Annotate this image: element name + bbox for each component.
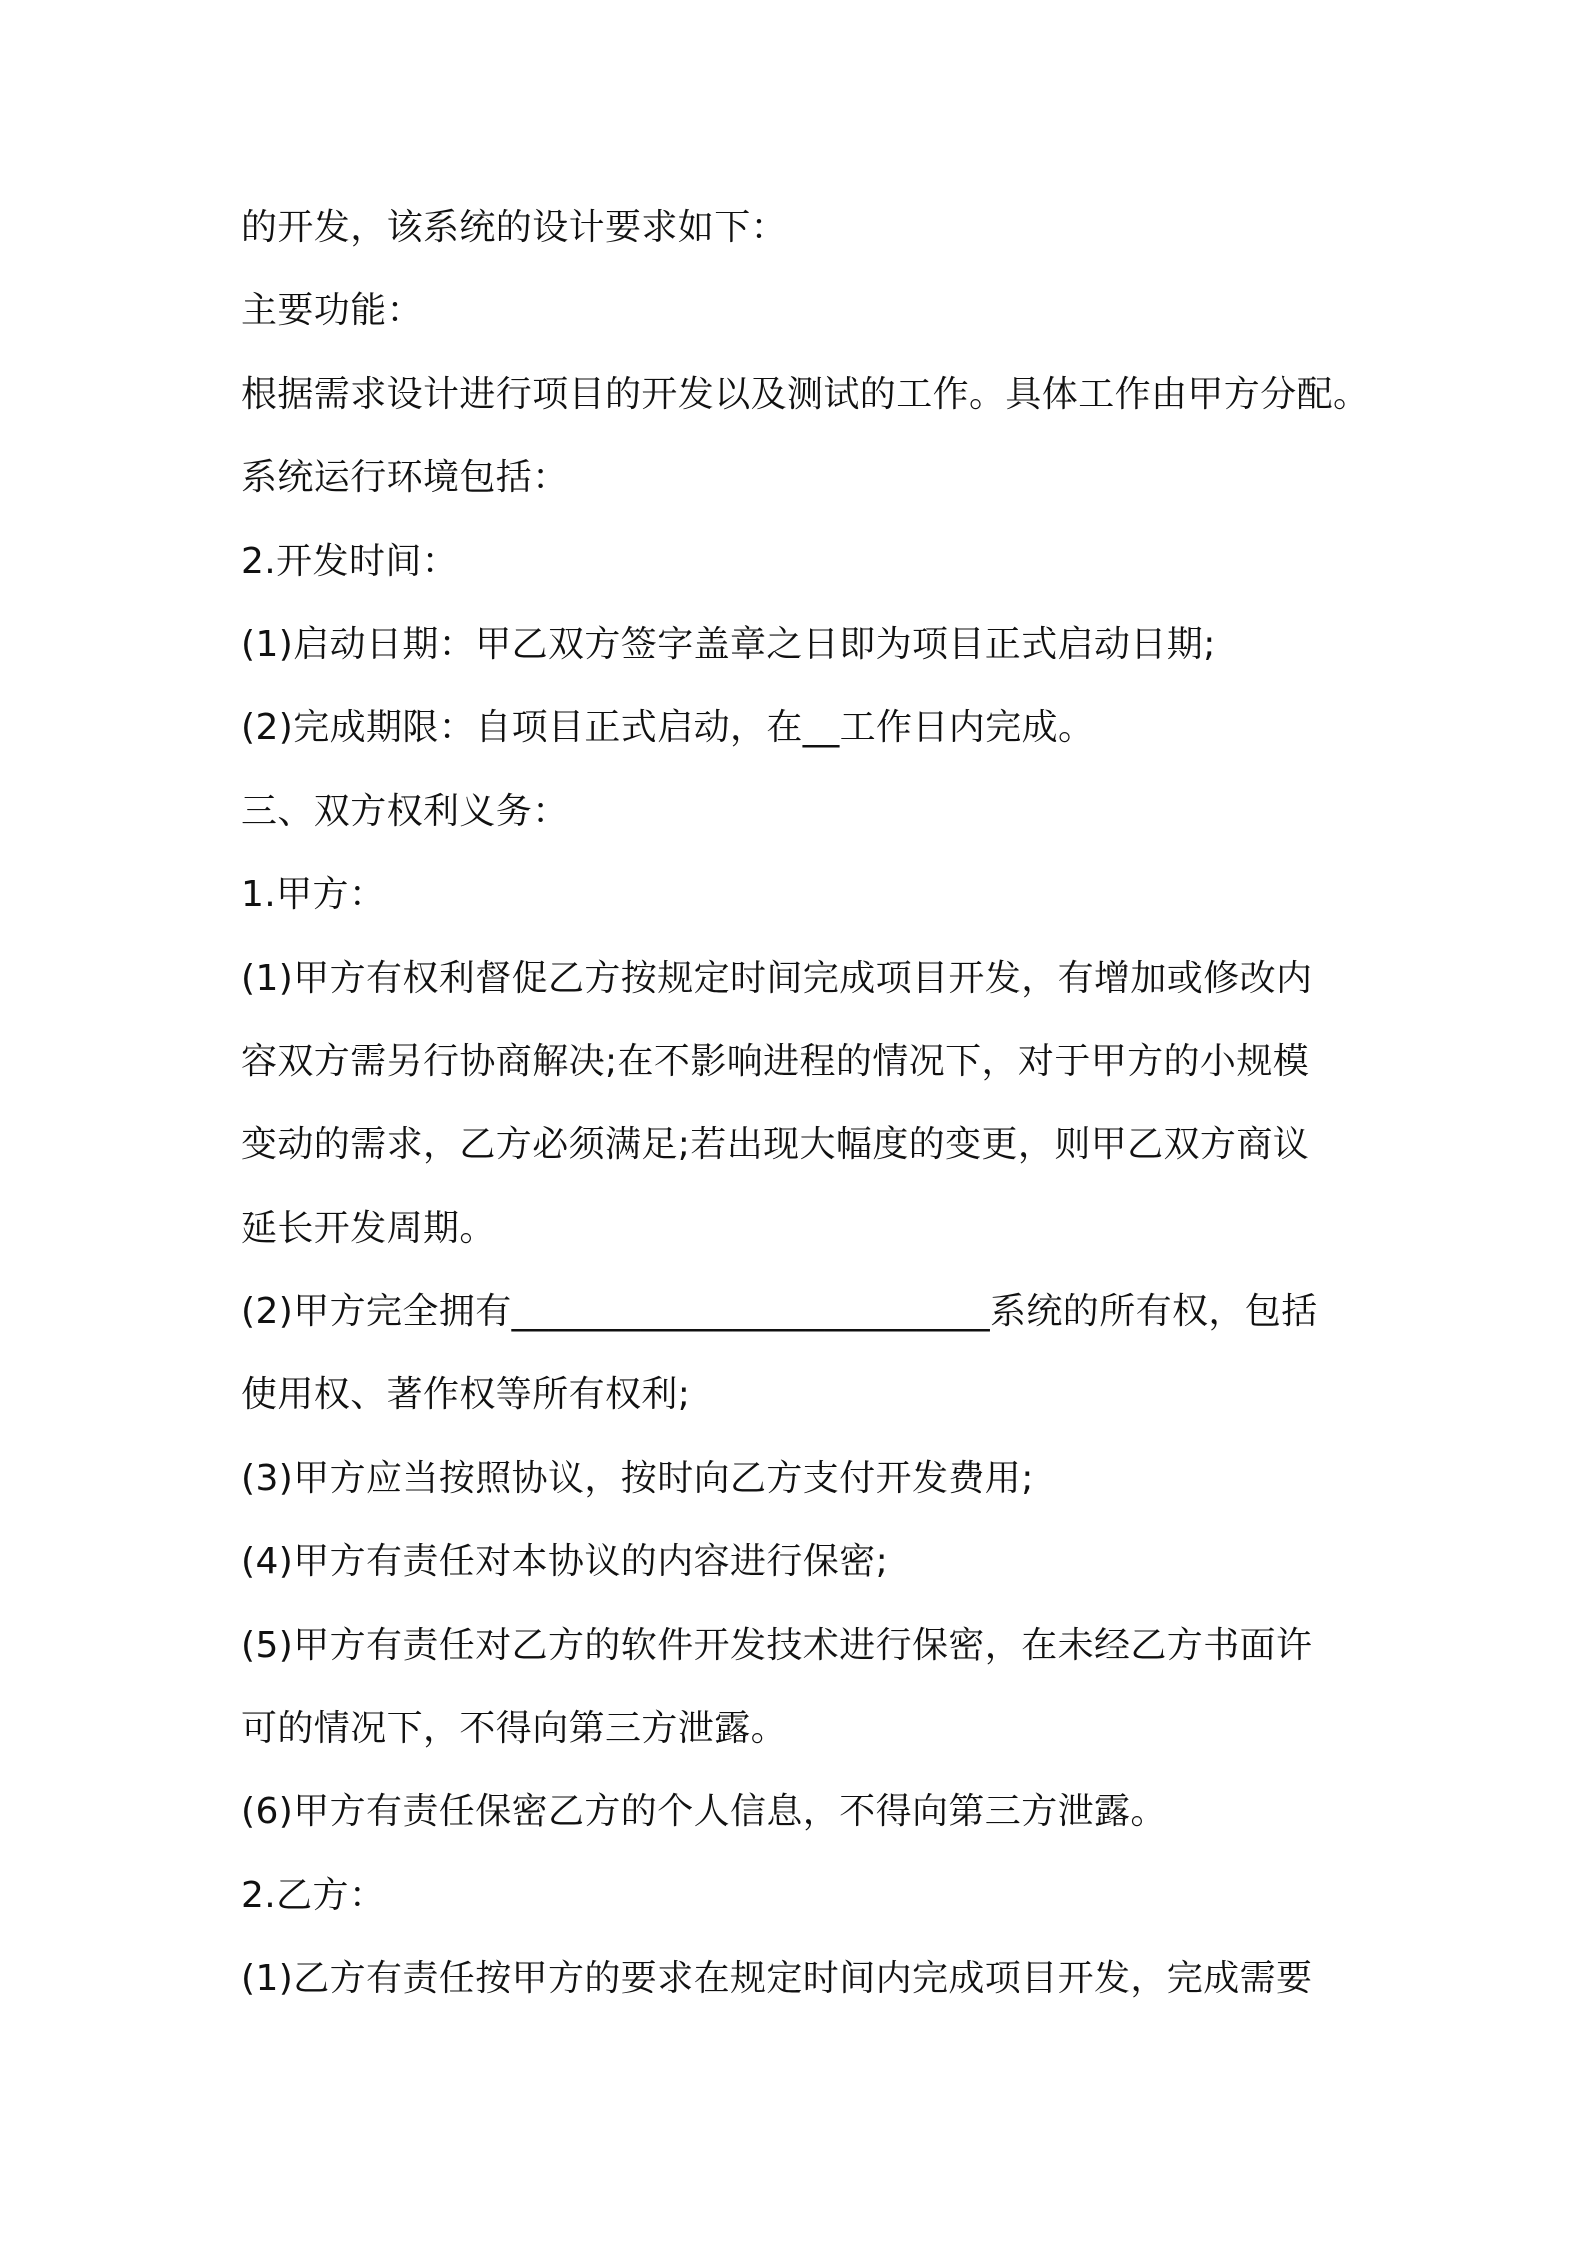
text-line: (3)甲方应当按照协议，按时向乙方支付开发费用;: [241, 1457, 1034, 1499]
text-line: 延长开发周期。: [241, 1207, 496, 1249]
text-line: 可的情况下，不得向第三方泄露。: [241, 1708, 788, 1750]
text-line: (1)乙方有责任按甲方的要求在规定时间内完成项目开发，完成需要: [241, 1958, 1313, 2000]
section-heading: 2.开发时间：: [241, 540, 459, 582]
section-heading: 2.乙方：: [241, 1874, 386, 1916]
text-line: (2)完成期限：自项目正式启动，在__工作日内完成。: [241, 707, 1095, 749]
text-line: (2)甲方完全拥有__________________________系统的所有权，包括: [241, 1291, 1318, 1333]
text-line: 使用权、著作权等所有权利;: [241, 1374, 691, 1416]
text-line: (1)启动日期：甲乙双方签字盖章之日即为项目正式启动日期;: [241, 623, 1216, 665]
text-line: 系统运行环境包括：: [241, 457, 569, 499]
text-line: (6)甲方有责任保密乙方的个人信息，不得向第三方泄露。: [241, 1791, 1167, 1833]
text-line: (5)甲方有责任对乙方的软件开发技术进行保密，在未经乙方书面许: [241, 1624, 1313, 1666]
text-line: 容双方需另行协商解决;在不影响进程的情况下，对于甲方的小规模: [241, 1040, 1310, 1082]
section-heading: 三、双方权利义务：: [241, 790, 569, 832]
document-body: [241, 197, 1371, 2032]
text-line: (1)甲方有权利督促乙方按规定时间完成项目开发，有增加或修改内: [241, 957, 1313, 999]
text-line: 的开发，该系统的设计要求如下：: [241, 207, 788, 248]
text-line: (4)甲方有责任对本协议的内容进行保密;: [241, 1541, 889, 1583]
text-line: 根据需求设计进行项目的开发以及测试的工作。具体工作由甲方分配。: [241, 373, 1370, 415]
text-line: 变动的需求，乙方必须满足;若出现大幅度的变更，则甲乙双方商议: [241, 1124, 1310, 1166]
section-heading: 主要功能：: [241, 290, 424, 332]
section-heading: 1.甲方：: [241, 874, 386, 916]
